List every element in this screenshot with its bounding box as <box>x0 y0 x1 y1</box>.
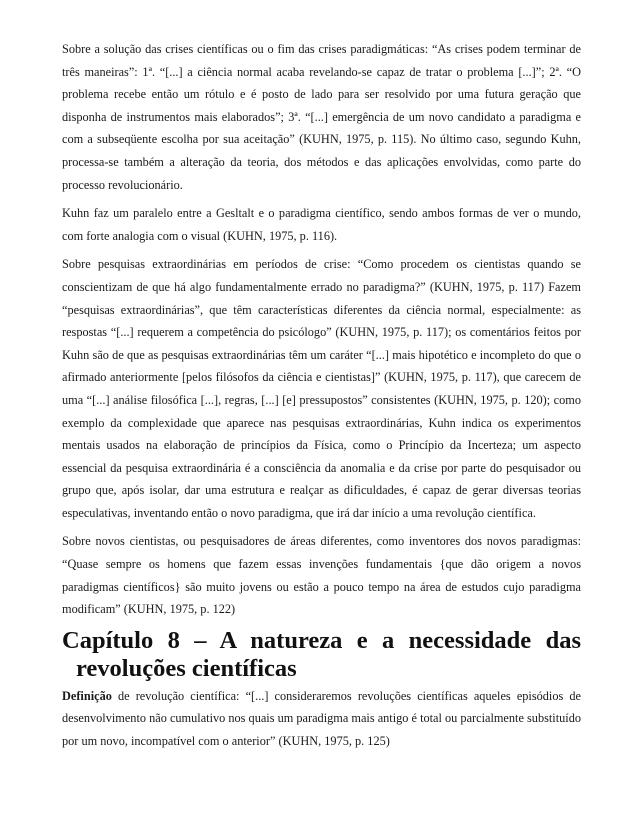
paragraph-extraordinary-research: Sobre pesquisas extraordinárias em períodos de crise: “Como procedem os cientistas quando se conscientizam de que há algo fundamentalmente errado no paradigma?” (KUHN, 1975, p. 117) Fazem “pesquisas extraordinárias”, que têm características diferentes da ciência normal, especialmente: as respostas “[...] requerem a competência do psicólogo” (KUHN, 1975, p. 117); os comentários feitos por Kuhn são de que as pesquisas extraordinárias têm um caráter “[...] mais hipotético e incompleto do que o afirmado anteriormente [pelos filósofos da ciência e cientistas]” (KUHN, 1975, p. 117), que carecem de uma “[...] análise filosófica [...], regras, [...] [e] pressupostos” consistentes (KUHN, 1975, p. 120); como exemplo da complexidade que aparece nas pesquisas extraordinárias, Kuhn indica os experimentos mentais usados na elaboração de princípios da Física, como o Princípio da Incerteza; um aspecto essencial da pesquisa extraordinária é a consciência da anomalia e da crise por parte do pesquisador ou grupo que, após isolar, dar uma estrutura e realçar as dificuldades, é capaz de gerar diversas teorias especulativas, inventando então o novo paradigma, que irá dar início a uma revolução científica. <box>62 257 581 520</box>
paragraph-gestalt: Kuhn faz um paralelo entre a Gesltalt e o paradigma científico, sendo ambos formas de ver o mundo, com forte analogia com o visual (KUHN, 1975, p. 116). <box>62 206 581 243</box>
definition-text: de revolução científica: “[...] consideraremos revoluções científicas aqueles episódios de desenvolvimento não cumulativo nos quais um paradigma mais antigo é total ou parcialmente substituído por um novo, incompatível com o anterior” (KUHN, 1975, p. 125) <box>62 688 581 749</box>
chapter-heading: Capítulo 8 – A natureza e a necessidade das revoluções científicas <box>62 626 581 682</box>
paragraph-definition <box>62 685 581 753</box>
paragraph-new-scientists: Sobre novos cientistas, ou pesquisadores de áreas diferentes, como inventores dos novos paradigmas: “Quase sempre os homens que fazem essas invenções fundamentais {que dão origem a novos paradigmas científicos} são muito jovens ou estão a pouco tempo na área de estudos cujo paradigma modificam” (KUHN, 1975, p. 122) <box>62 534 581 617</box>
document-page <box>62 38 581 753</box>
definition-label: Definição <box>62 688 112 703</box>
paragraph-crisis-resolution: Sobre a solução das crises científicas ou o fim das crises paradigmáticas: “As crises podem terminar de três maneiras”: 1ª. “[...] a ciência normal acaba revelando-se capaz de tratar o problema [...]”; 2ª. “O problema recebe então um rótulo e é posto de lado para ser resolvido por uma futura geração que disponha de instrumentos mais elaborados”; 3ª. “[...] emergência de um novo candidato a paradigma e com a subseqüente escolha por sua aceitação” (KUHN, 1975, p. 115). No último caso, segundo Kuhn, processa-se também a alteração da teoria, dos métodos e das aplicações envolvidas, como parte do processo revolucionário. <box>62 42 581 192</box>
